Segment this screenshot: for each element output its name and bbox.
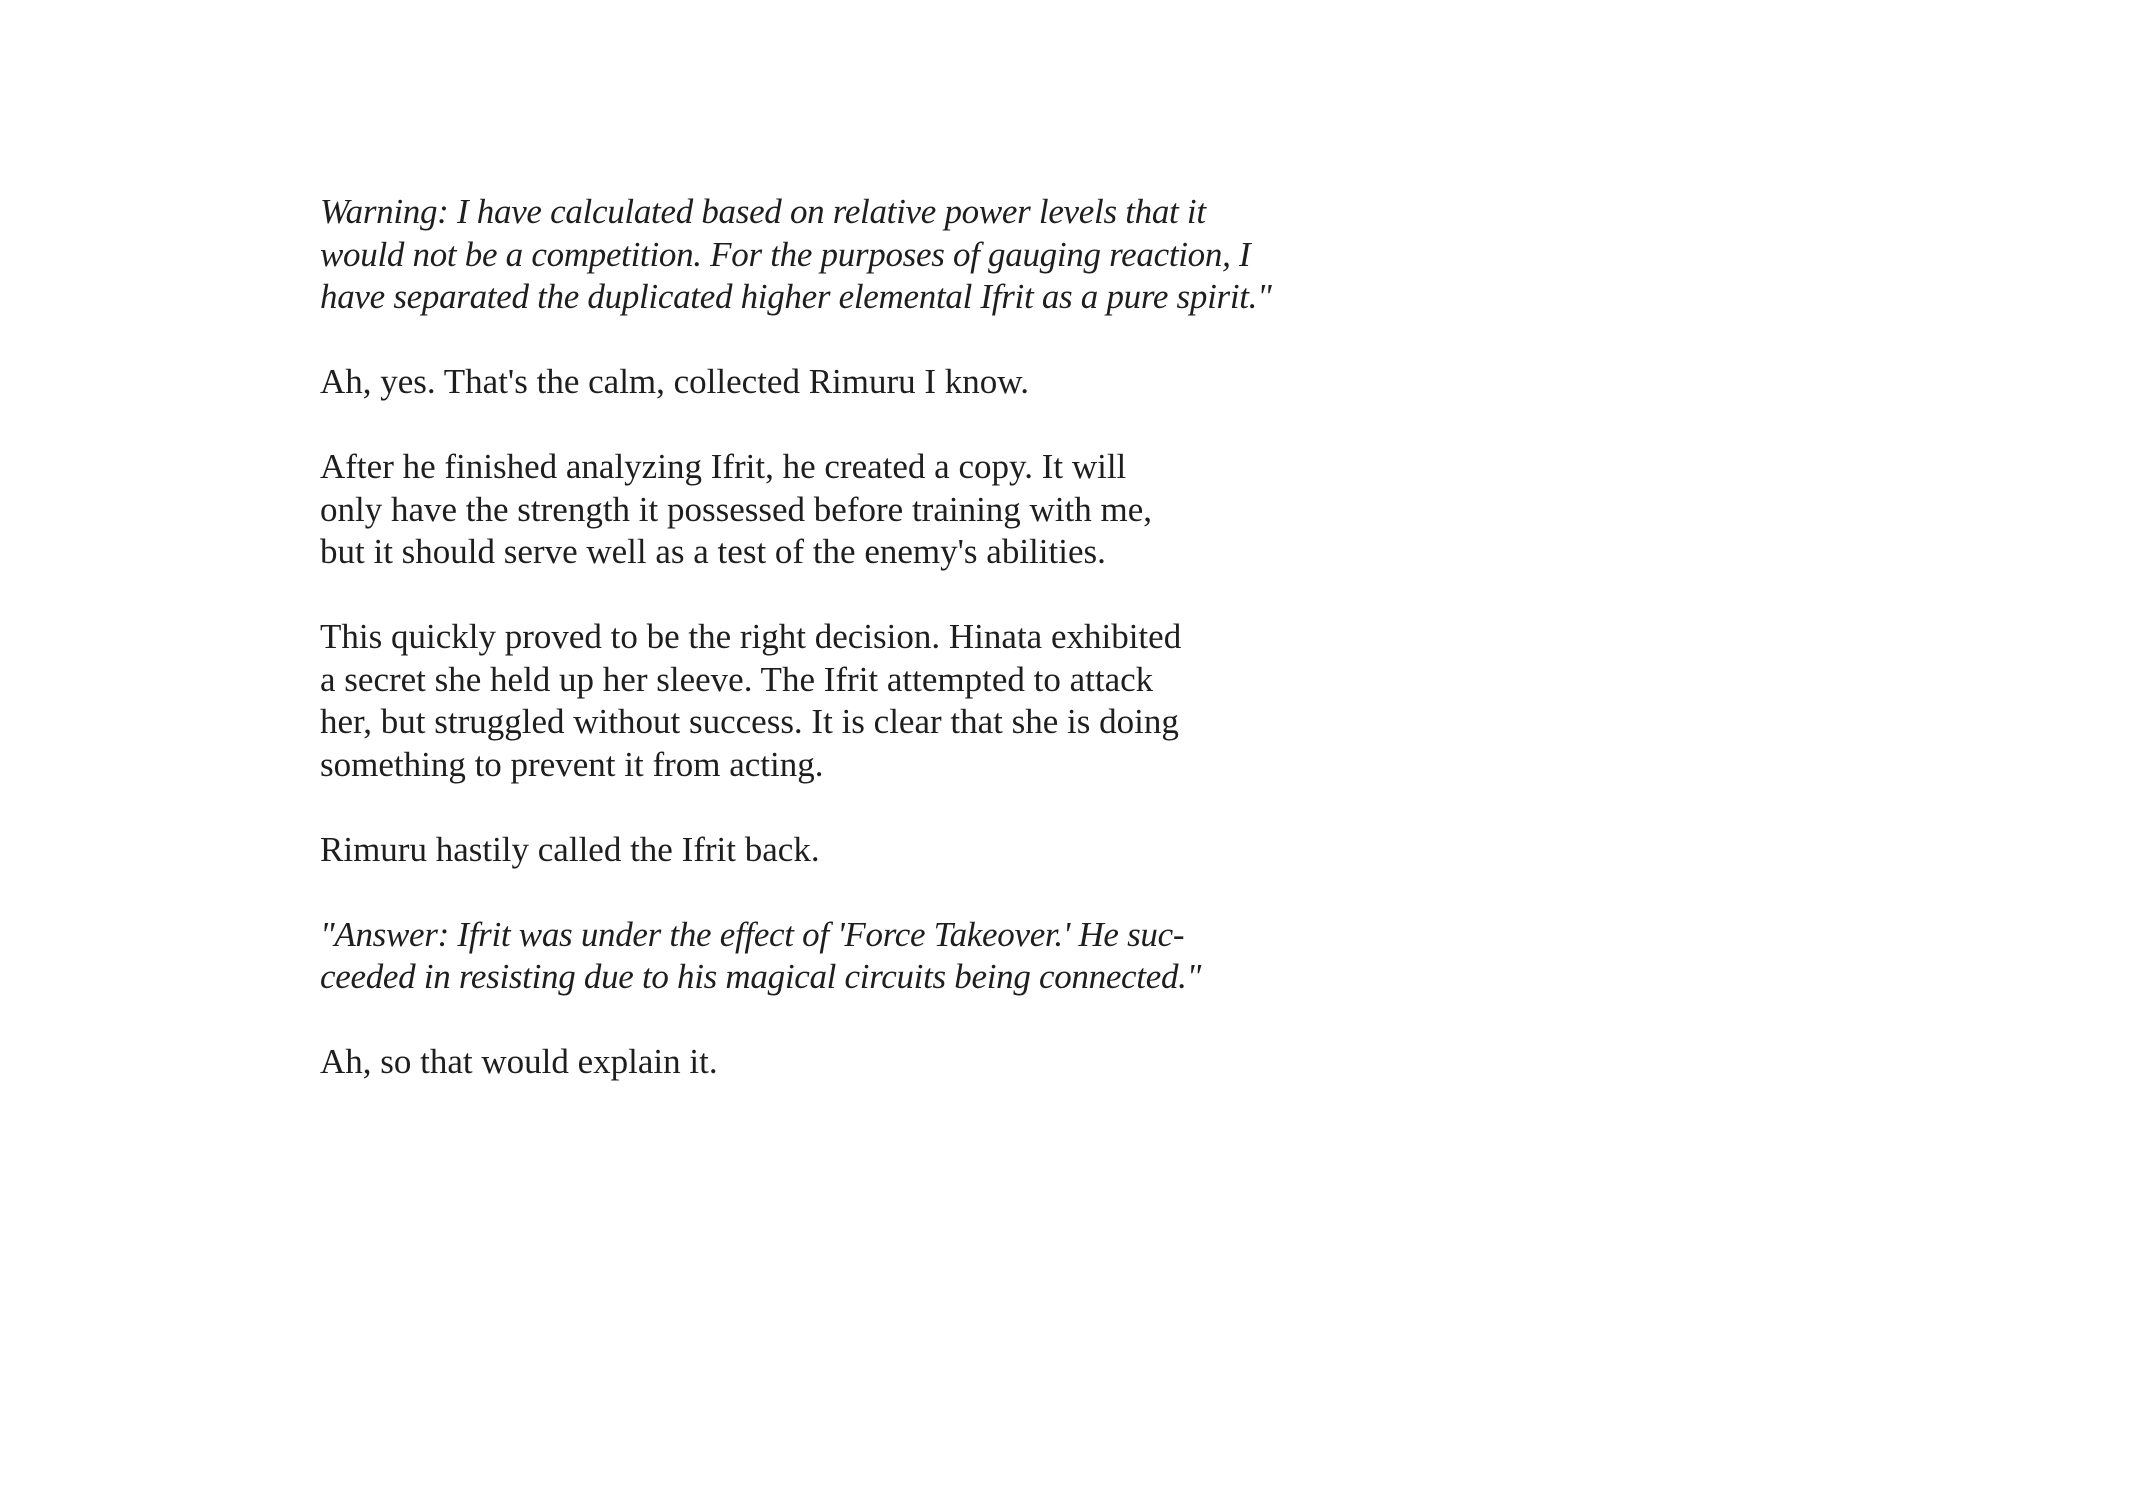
text-line: Ah, yes. That's the calm, collected Rimuru I know. [320, 362, 1030, 401]
narration-paragraph [320, 829, 1260, 872]
system-message-warning [320, 191, 1272, 319]
text-column [320, 191, 1272, 1084]
text-line: "Answer: Ifrit was under the effect of 'Force Takeover.' He suc- [320, 914, 1185, 954]
text-line: something to prevent it from acting. [320, 744, 824, 784]
text-line: have separated the duplicated higher elemental Ifrit as a pure spirit." [320, 277, 1272, 316]
narration-paragraph [320, 616, 1260, 786]
text-line: Rimuru hastily called the Ifrit back. [320, 829, 820, 869]
text-line: only have the strength it possessed before training with me, [320, 489, 1153, 529]
system-message-answer [320, 914, 1260, 999]
text-line: After he finished analyzing Ifrit, he created a copy. It will [320, 447, 1127, 486]
text-line: Ah, so that would explain it. [320, 1042, 718, 1081]
text-line: her, but struggled without success. It is clear that she is doing [320, 702, 1179, 741]
text-line: would not be a competition. For the purposes of gauging reaction, I [320, 234, 1251, 274]
text-line: ceeded in resisting due to his magical circuits being connected." [320, 957, 1201, 996]
narration-paragraph [320, 361, 1260, 404]
narration-paragraph [320, 1041, 1260, 1084]
text-line: but it should serve well as a test of the enemy's abilities. [320, 532, 1106, 571]
text-line: a secret she held up her sleeve. The Ifrit attempted to attack [320, 659, 1154, 699]
text-line: This quickly proved to be the right decision. Hinata exhibited [320, 617, 1182, 656]
narration-paragraph [320, 446, 1260, 574]
text-line: Warning: I have calculated based on relative power levels that it [320, 192, 1206, 231]
